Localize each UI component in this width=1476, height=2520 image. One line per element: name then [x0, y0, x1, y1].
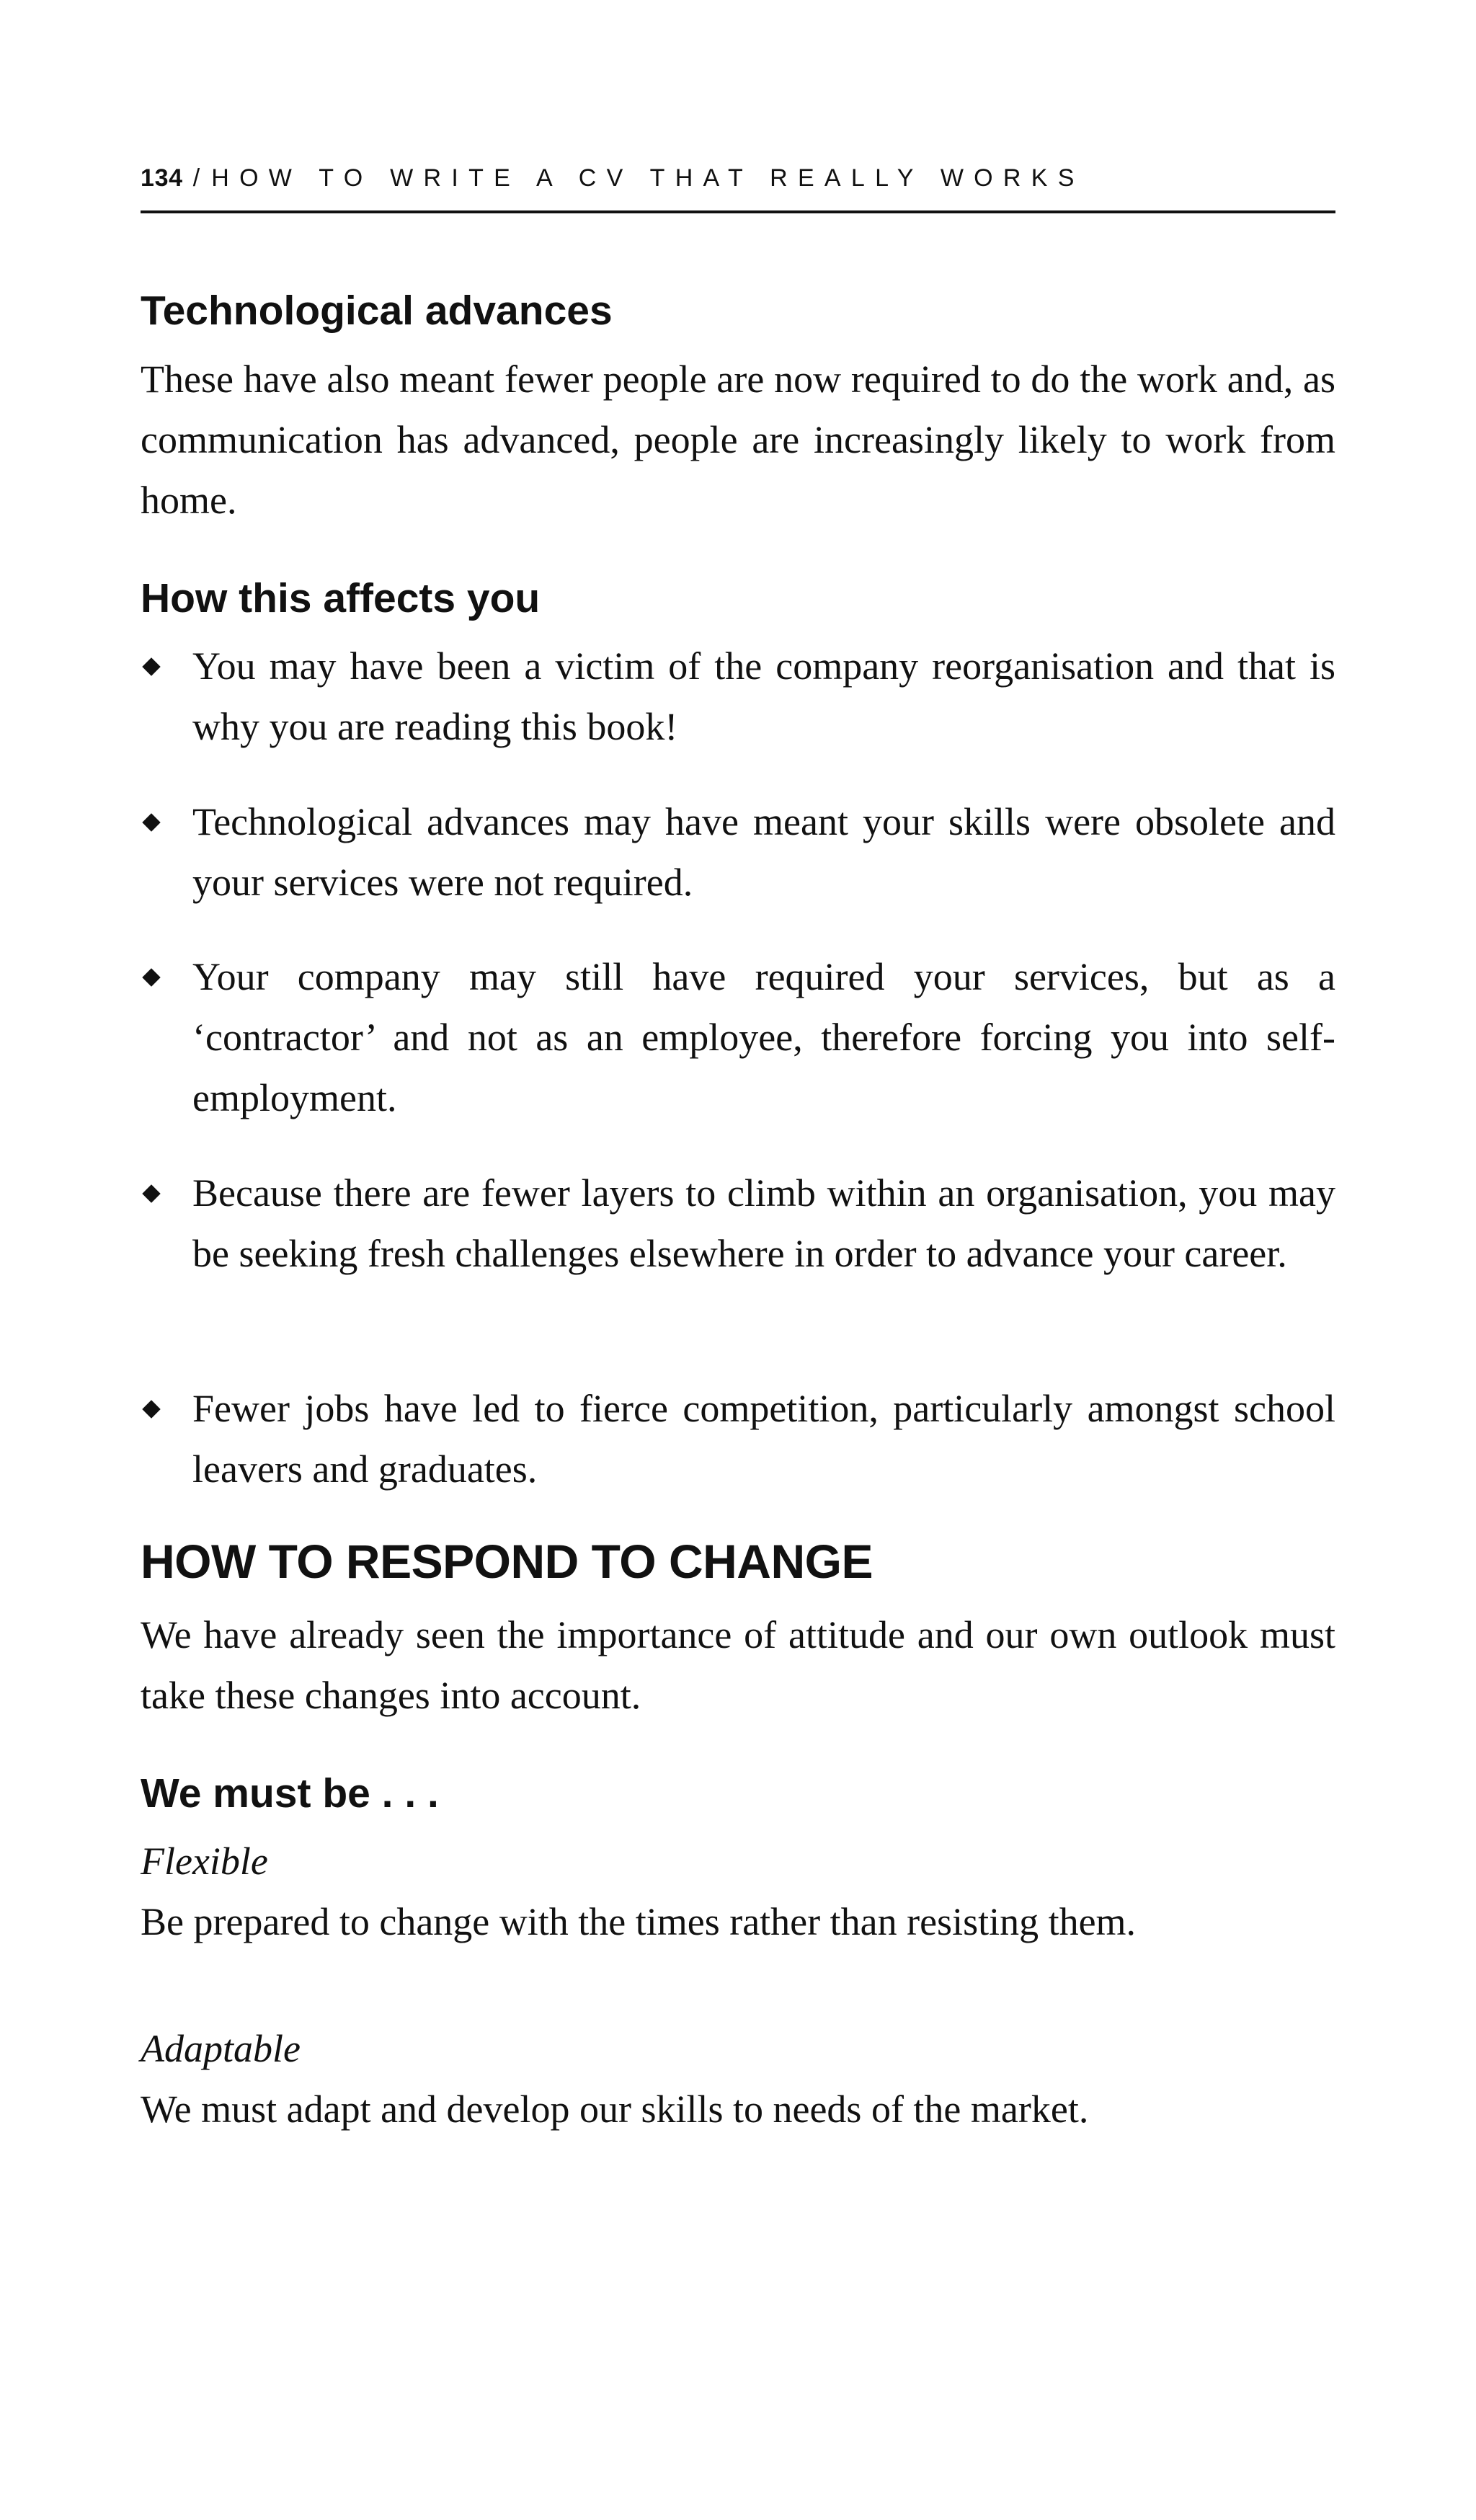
bullet-item — [141, 946, 1335, 1128]
page-number: 134 — [141, 164, 183, 192]
subsection-adaptable — [141, 2018, 1335, 2139]
bullet-diamond-icon — [142, 657, 160, 675]
bullet-item — [141, 636, 1335, 757]
bullet-diamond-icon — [142, 968, 160, 986]
bullet-diamond-icon — [142, 1184, 160, 1202]
paragraph-text: These have also meant fewer people are now required to do the work and, as communication has advanced, people are increasingly likely to work from home. — [141, 358, 1335, 522]
subheading-adaptable: Adaptable — [141, 2027, 301, 2070]
paragraph-text: Be prepared to change with the times rather than resisting them. — [141, 1900, 1137, 1943]
bullet-diamond-icon — [142, 1400, 160, 1418]
subheading-flexible: Flexible — [141, 1840, 268, 1883]
header-separator: / — [192, 164, 200, 192]
paragraph-respond-to-change — [141, 1605, 1335, 1726]
running-header — [141, 160, 1335, 213]
book-title: HOW TO WRITE A CV THAT REALLY WORKS — [211, 164, 1085, 192]
bullet-text: You may have been a victim of the company reorganisation and that is why you are reading this book! — [192, 644, 1335, 748]
bullet-diamond-icon — [142, 813, 160, 831]
heading-technological-advances: Technological advances — [141, 288, 613, 334]
paragraph-text: We have already seen the importance of attitude and our own outlook must take these changes into account. — [141, 1613, 1335, 1717]
paragraph-technological-advances — [141, 349, 1335, 531]
bullet-item — [141, 1378, 1335, 1499]
bullet-text: Technological advances may have meant your skills were obsolete and your services were not required. — [192, 800, 1335, 904]
bullet-text: Because there are fewer layers to climb within an organisation, you may be seeking fresh challenges elsewhere in order to advance your career. — [192, 1171, 1335, 1275]
bullet-text: Fewer jobs have led to fierce competition, particularly amongst school leavers and graduates. — [192, 1387, 1335, 1491]
heading-we-must-be: We must be . . . — [141, 1770, 439, 1816]
heading-how-this-affects-you: How this affects you — [141, 575, 541, 621]
heading-how-to-respond-to-change: HOW TO RESPOND TO CHANGE — [141, 1535, 873, 1588]
bullet-item — [141, 1163, 1335, 1284]
bullet-text: Your company may still have required your services, but as a ‘contractor’ and not as an employee, therefore forcing you into self-employment. — [192, 955, 1335, 1119]
subsection-flexible — [141, 1831, 1335, 1952]
bullet-item — [141, 791, 1335, 913]
paragraph-text: We must adapt and develop our skills to needs of the market. — [141, 2088, 1089, 2131]
